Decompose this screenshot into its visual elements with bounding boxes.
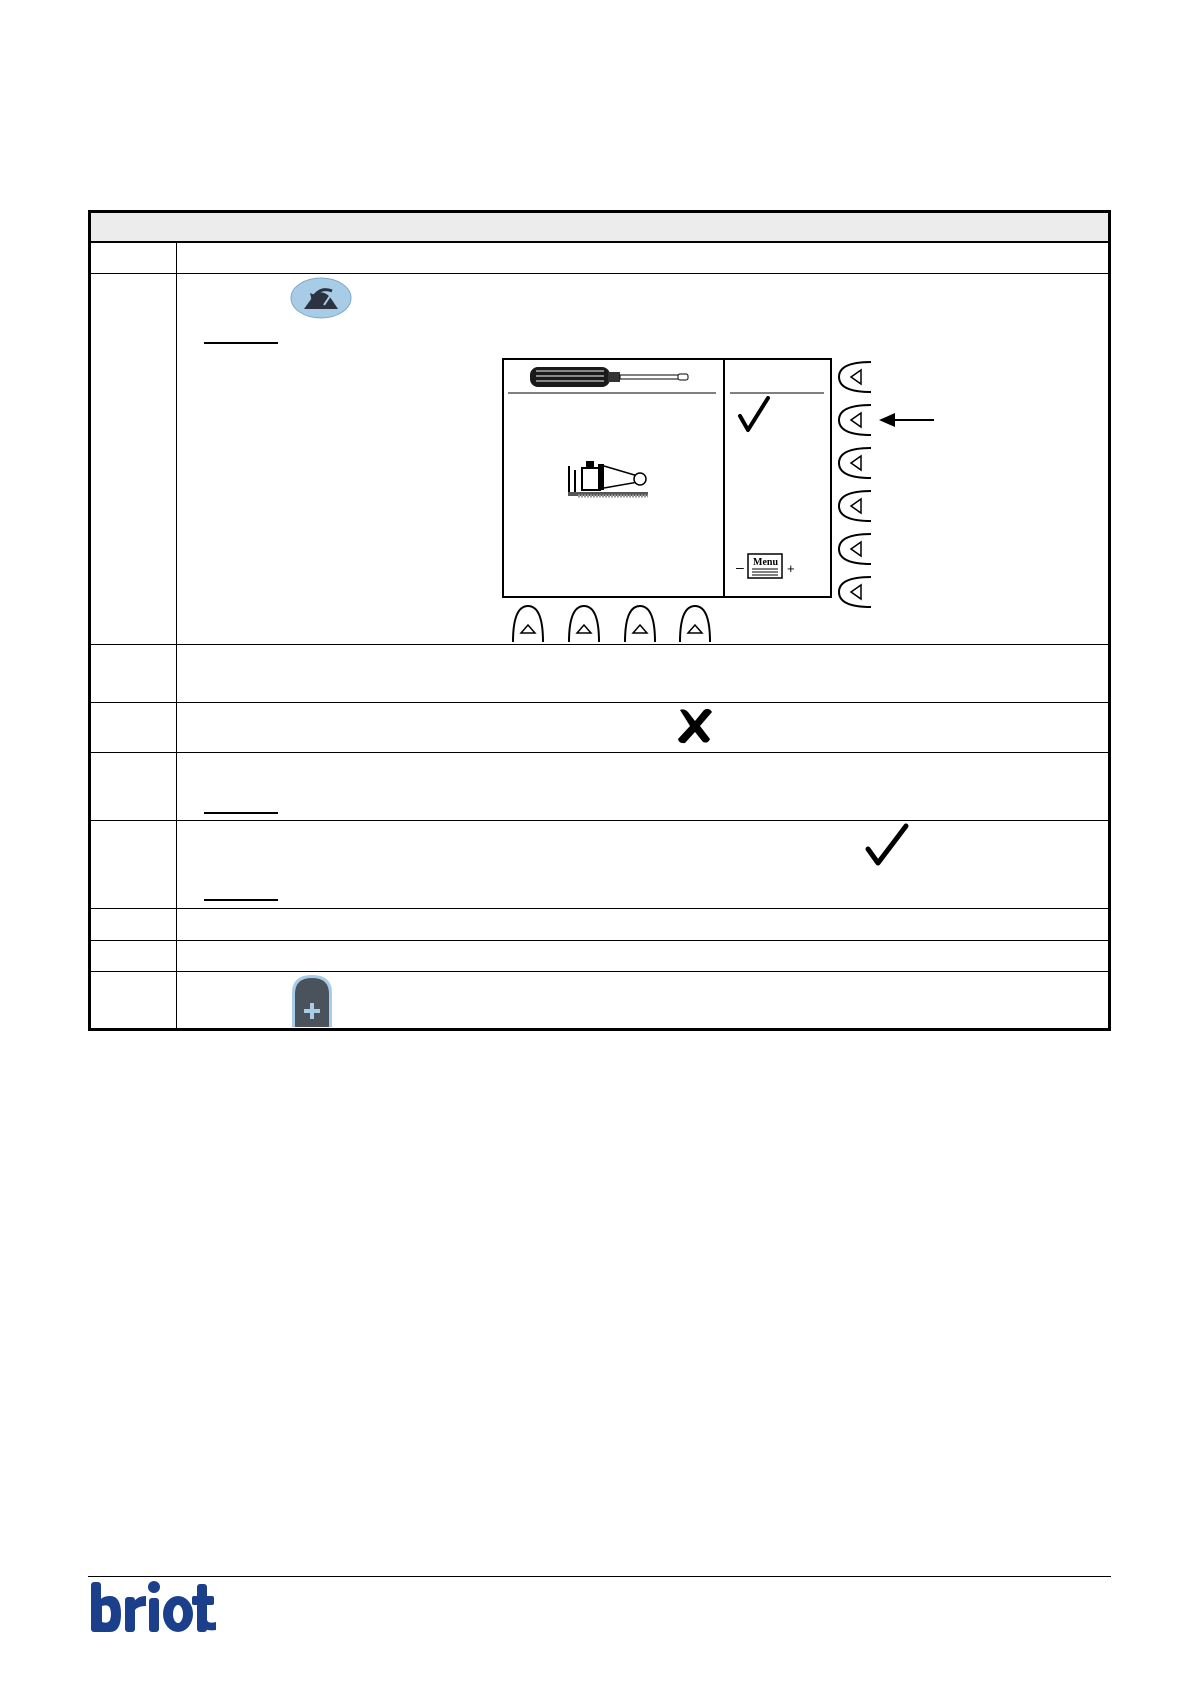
arrow-left-icon	[879, 412, 935, 428]
plus-button-icon[interactable]	[290, 973, 334, 1027]
table-row	[91, 274, 1108, 645]
side-button-6[interactable]	[835, 575, 875, 609]
procedure-table	[88, 210, 1111, 1031]
table-row	[91, 645, 1108, 703]
table-row	[91, 972, 1108, 1028]
side-button-2[interactable]	[835, 403, 875, 437]
side-button-3[interactable]	[835, 446, 875, 480]
note-underline	[204, 899, 278, 901]
gauge-button-icon	[290, 277, 352, 319]
minus-sign: –	[736, 559, 744, 575]
note-underline	[204, 812, 278, 814]
briot-logo	[88, 1578, 220, 1634]
side-button-4[interactable]	[835, 489, 875, 523]
bottom-button-2[interactable]	[567, 604, 601, 644]
cross-icon	[674, 706, 716, 746]
bottom-button-4[interactable]	[678, 604, 712, 644]
table-row	[91, 753, 1108, 821]
table-row	[91, 941, 1108, 972]
check-icon	[864, 823, 910, 867]
side-button-5[interactable]	[835, 532, 875, 566]
note-underline	[204, 342, 278, 344]
menu-label: Menu	[753, 557, 778, 568]
table-row	[91, 909, 1108, 941]
table-row	[91, 703, 1108, 753]
footer-rule	[88, 1576, 1111, 1577]
plus-sign: +	[787, 561, 795, 576]
bottom-button-3[interactable]	[623, 604, 657, 644]
bottom-button-1[interactable]	[511, 604, 545, 644]
machine-display	[502, 358, 834, 605]
table-header-row	[91, 213, 1108, 243]
side-button-1[interactable]	[835, 360, 875, 394]
table-row	[91, 243, 1108, 274]
table-row	[91, 821, 1108, 909]
